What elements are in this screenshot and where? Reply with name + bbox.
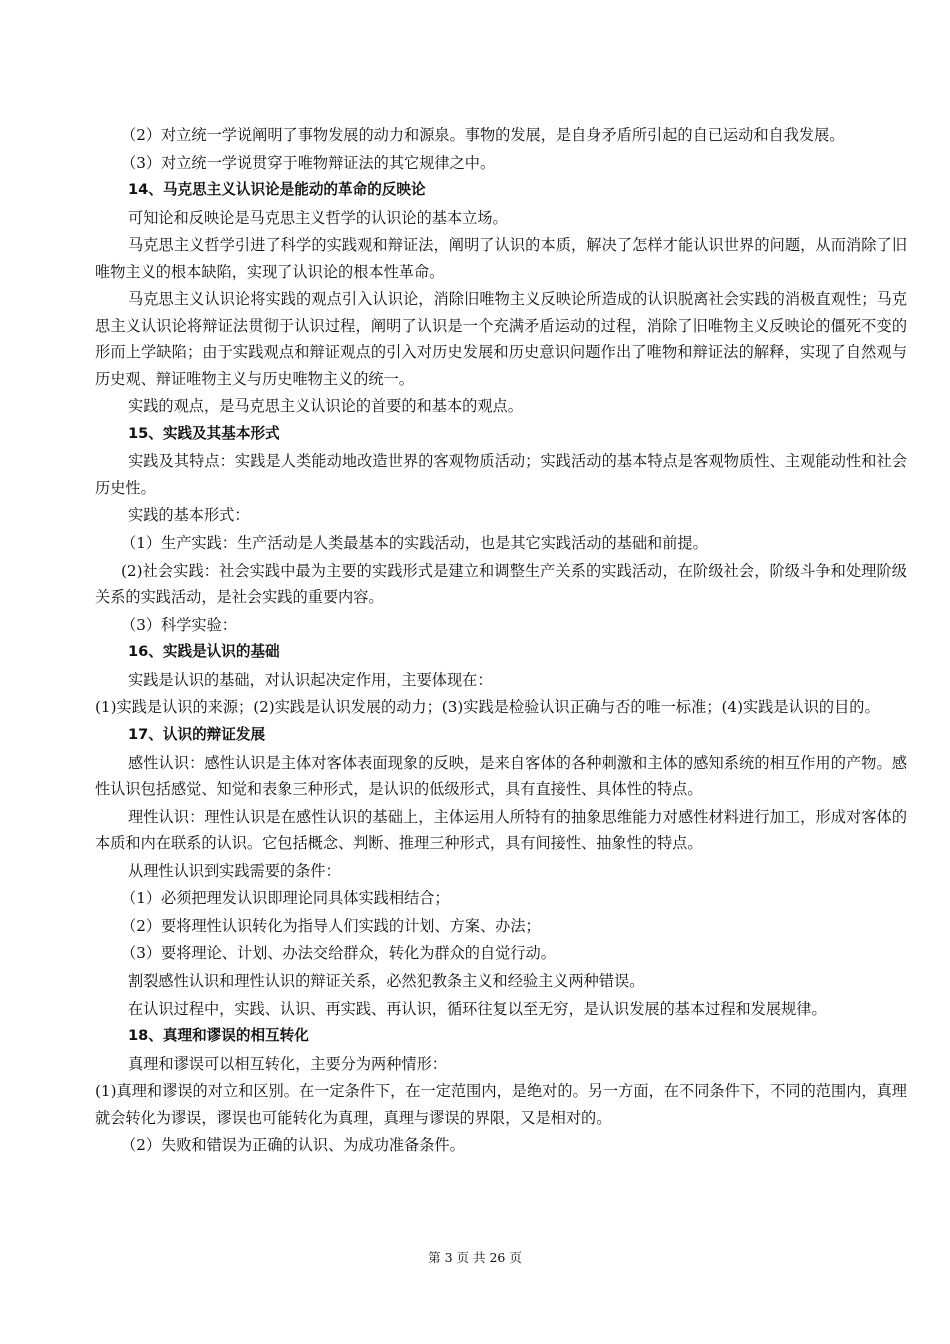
paragraph: 实践是认识的基础，对认识起决定作用，主要体现在：	[128, 670, 493, 689]
paragraph: 割裂感性认识和理性认识的辩证关系，必然犯教条主义和经验主义两种错误。	[128, 971, 645, 990]
paragraph: (2)社会实践：社会实践中最为主要的实践形式是建立和调整生产关系的实践活动，在阶级社会，阶级斗争和处理阶级关系的实践活动，是社会实践的重要内容。	[95, 561, 907, 606]
paragraph: 实践及其特点：实践是人类能动地改造世界的客观物质活动；实践活动的基本特点是客观物质性、主观能动性和社会历史性。	[95, 452, 907, 497]
paragraph: 可知论和反映论是马克思主义哲学的认识论的基本立场。	[128, 208, 508, 227]
paragraph: （3）科学实验：	[121, 615, 237, 634]
paragraph: 实践的观点，是马克思主义认识论的首要的和基本的观点。	[128, 397, 523, 416]
document-body	[95, 122, 907, 1160]
paragraph: 理性认识：理性认识是在感性认识的基础上，主体运用人所特有的抽象思维能力对感性材料进行加工，形成对客体的本质和内在联系的认识。它包括概念、判断、推理三种形式，具有间接性、抽象性的特点。	[95, 807, 907, 852]
paragraph: （3）对立统一学说贯穿于唯物辩证法的其它规律之中。	[121, 153, 496, 172]
section-heading: 15、实践及其基本形式	[128, 424, 280, 442]
page-number: 第 3 页 共 26 页	[428, 1250, 522, 1265]
paragraph: 在认识过程中，实践、认识、再实践、再认识，循环往复以至无穷，是认识发展的基本过程和发展规律。	[128, 999, 827, 1018]
paragraph: 从理性认识到实践需要的条件：	[128, 861, 341, 880]
page-footer	[0, 1248, 950, 1266]
section-heading: 17、认识的辩证发展	[128, 725, 266, 743]
paragraph: 马克思主义哲学引进了科学的实践观和辩证法，阐明了认识的本质，解决了怎样才能认识世界的问题，从而消除了旧唯物主义的根本缺陷，实现了认识论的根本性革命。	[95, 236, 907, 281]
paragraph: （2）对立统一学说阐明了事物发展的动力和源泉。事物的发展，是自身矛盾所引起的自已运动和自我发展。	[121, 126, 845, 144]
paragraph: （2）要将理性认识转化为指导人们实践的计划、方案、办法；	[121, 916, 541, 935]
paragraph: （3）要将理论、计划、办法交给群众，转化为群众的自觉行动。	[121, 944, 556, 963]
paragraph: （1）生产实践：生产活动是人类最基本的实践活动，也是其它实践活动的基础和前提。	[121, 533, 708, 552]
paragraph: 马克思主义认识论将实践的观点引入认识论，消除旧唯物主义反映论所造成的认识脱离社会实践的消极直观性；马克思主义认识论将辩证法贯彻于认识过程，阐明了认识是一个充满矛盾运动的过程，消除了旧唯物主义反映论的僵死不变的形而上学缺陷；由于实践观点和辩证观点的引入对历史发展和历史意识问题作出了唯物和辩证法的解释，实现了自然观与历史观、辩证唯物主义与历史唯物主义的统一。	[95, 290, 907, 388]
paragraph: （2）失败和错误为正确的认识、为成功准备条件。	[121, 1136, 465, 1155]
paragraph: 实践的基本形式：	[128, 506, 250, 525]
section-heading: 14、马克思主义认识论是能动的革命的反映论	[128, 181, 426, 199]
section-heading: 18、真理和谬误的相互转化	[128, 1027, 309, 1045]
paragraph: (1)实践是认识的来源；(2)实践是认识发展的动力；(3)实践是检验认识正确与否的唯一标准；(4)实践是认识的目的。	[95, 698, 880, 717]
paragraph: (1)真理和谬误的对立和区别。在一定条件下，在一定范围内，是绝对的。另一方面，在不同条件下，不同的范围内，真理就会转化为谬误，谬误也可能转化为真理，真理与谬误的界限，又是相对的。	[95, 1082, 907, 1127]
paragraph: 真理和谬误可以相互转化，主要分为两种情形：	[128, 1054, 447, 1073]
paragraph: 感性认识：感性认识是主体对客体表面现象的反映，是来自客体的各种刺激和主体的感知系统的相互作用的产物。感性认识包括感觉、知觉和表象三种形式，是认识的低级形式，具有直接性、具体性的特点。	[95, 753, 907, 798]
section-heading: 16、实践是认识的基础	[128, 643, 280, 661]
paragraph: （1）必须把理发认识即理论同具体实践相结合；	[121, 889, 450, 908]
